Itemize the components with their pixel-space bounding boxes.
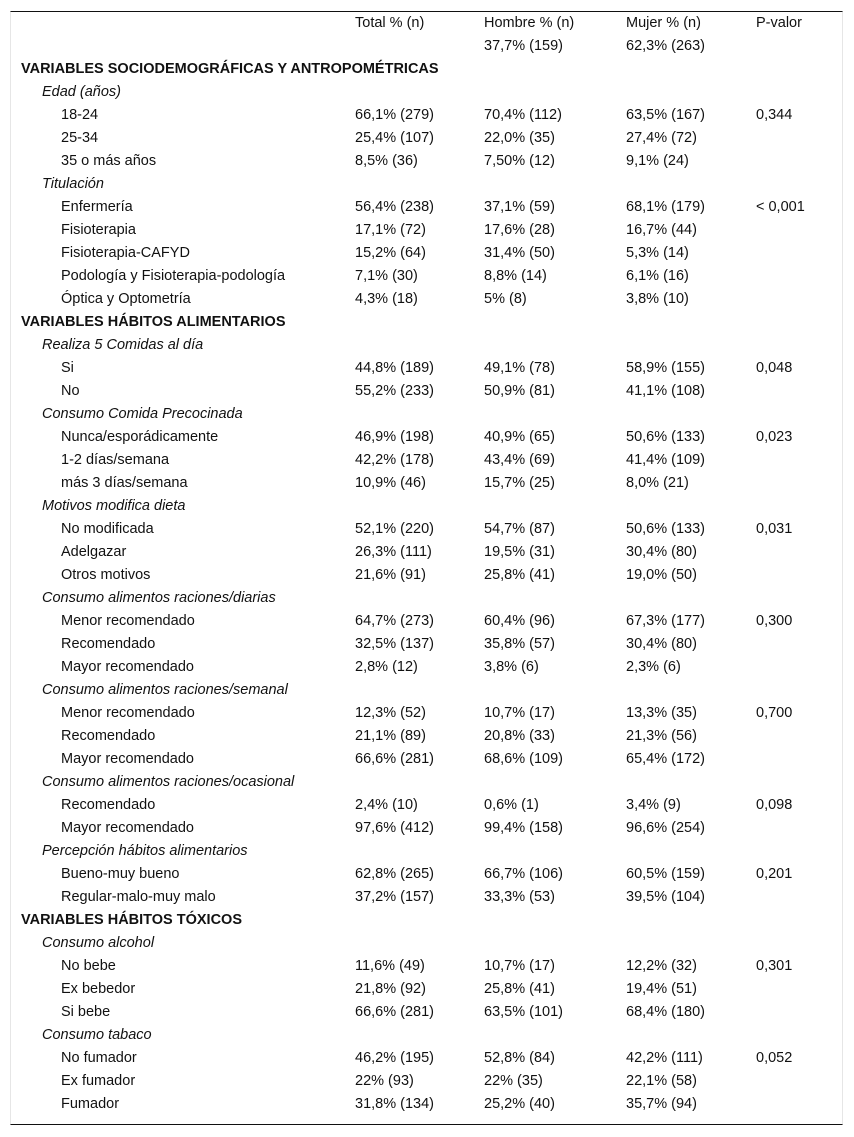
group-row [11,173,844,196]
row-label: Si bebe [61,1004,111,1020]
cell-hombre: 63,5% (101) [484,1004,563,1020]
cell-hombre: 22,0% (35) [484,130,555,146]
cell-hombre: 35,8% (57) [484,636,555,652]
cell-mujer: 16,7% (44) [626,222,697,238]
cell-mujer: 68,1% (179) [626,199,705,215]
cell-hombre: 8,8% (14) [484,268,547,284]
cell-pvalor [756,219,844,242]
row-label: Adelgazar [61,544,127,560]
row-label: Mayor recomendado [61,820,194,836]
cell-mujer: 65,4% (172) [626,751,705,767]
cell-total: 97,6% (412) [355,820,434,836]
table-row [11,242,844,265]
cell-mujer: 5,3% (14) [626,245,689,261]
cell-total: 10,9% (46) [355,475,426,491]
row-label: Enfermería [61,199,133,215]
cell-total: 21,8% (92) [355,981,426,997]
cell-mujer: 30,4% (80) [626,636,697,652]
cell-total: 7,1% (30) [355,268,418,284]
table-row [11,518,844,541]
cell-total: 22% (93) [355,1073,414,1089]
cell-mujer: 3,4% (9) [626,797,681,813]
cell-mujer: 9,1% (24) [626,153,689,169]
cell-total: 2,4% (10) [355,797,418,813]
row-label: Bueno-muy bueno [61,866,180,882]
row-label: 25-34 [61,130,99,146]
cell-mujer: 19,4% (51) [626,981,697,997]
cell-pvalor [756,978,844,1001]
cell-hombre: 50,9% (81) [484,383,555,399]
cell-mujer: 63,5% (167) [626,107,705,123]
table-row [11,863,844,886]
cell-hombre: 22% (35) [484,1073,543,1089]
cell-hombre: 66,7% (106) [484,866,563,882]
cell-pvalor [756,1001,844,1024]
cell-pvalor [756,656,844,679]
cell-total: 55,2% (233) [355,383,434,399]
cell-total: 66,6% (281) [355,1004,434,1020]
group-title: Consumo alimentos raciones/semanal [42,682,288,698]
cell-pvalor: 0,300 [756,613,793,629]
row-label: Recomendado [61,636,156,652]
cell-hombre: 20,8% (33) [484,728,555,744]
row-label: Podología y Fisioterapia-podología [61,268,286,284]
section-row [11,909,844,932]
cell-pvalor [756,380,844,403]
cell-pvalor: 0,700 [756,705,793,721]
group-title: Titulación [42,176,104,192]
cell-hombre: 40,9% (65) [484,429,555,445]
cell-mujer: 12,2% (32) [626,958,697,974]
cell-total: 62,8% (265) [355,866,434,882]
table-row [11,564,844,587]
row-label: No fumador [61,1050,137,1066]
row-label: Recomendado [61,728,156,744]
cell-pvalor: 0,201 [756,866,793,882]
table-row [11,150,844,173]
cell-total: 66,6% (281) [355,751,434,767]
row-label: Menor recomendado [61,613,195,629]
group-row [11,771,844,794]
cell-mujer: 68,4% (180) [626,1004,705,1020]
header-hombre-n: 37,7% (159) [484,38,563,54]
cell-mujer: 19,0% (50) [626,567,697,583]
cell-mujer: 22,1% (58) [626,1073,697,1089]
cell-total: 64,7% (273) [355,613,434,629]
cell-total: 44,8% (189) [355,360,434,376]
cell-mujer: 30,4% (80) [626,544,697,560]
header-mujer-n: 62,3% (263) [626,38,705,54]
group-title: Realiza 5 Comidas al día [42,337,204,353]
section-row [11,311,844,334]
group-title: Consumo Comida Precocinada [42,406,243,422]
row-label: 1-2 días/semana [61,452,170,468]
cell-hombre: 33,3% (53) [484,889,555,905]
header-label [11,12,355,35]
cell-pvalor [756,633,844,656]
group-title: Consumo alimentos raciones/diarias [42,590,276,606]
cell-mujer: 3,8% (10) [626,291,689,307]
cell-hombre: 52,8% (84) [484,1050,555,1066]
cell-hombre: 15,7% (25) [484,475,555,491]
results-table [11,12,844,1116]
group-row [11,1024,844,1047]
table-row [11,656,844,679]
table-row [11,1093,844,1116]
cell-pvalor [756,242,844,265]
row-label: No modificada [61,521,154,537]
cell-pvalor: 0,344 [756,107,793,123]
table-row [11,219,844,242]
row-label: Mayor recomendado [61,751,194,767]
results-table-container [10,11,843,1125]
group-title: Consumo alcohol [42,935,155,951]
cell-mujer: 2,3% (6) [626,659,681,675]
table-row [11,127,844,150]
row-label: Nunca/esporádicamente [61,429,219,445]
group-row [11,679,844,702]
group-title: Consumo tabaco [42,1027,152,1043]
group-row [11,495,844,518]
cell-mujer: 50,6% (133) [626,521,705,537]
cell-mujer: 60,5% (159) [626,866,705,882]
cell-pvalor [756,1093,844,1116]
cell-total: 42,2% (178) [355,452,434,468]
row-label: No [61,383,80,399]
cell-hombre: 25,2% (40) [484,1096,555,1112]
table-row [11,702,844,725]
cell-hombre: 43,4% (69) [484,452,555,468]
cell-mujer: 21,3% (56) [626,728,697,744]
group-row [11,81,844,104]
group-title: Motivos modifica dieta [42,498,186,514]
cell-pvalor: 0,031 [756,521,793,537]
cell-hombre: 99,4% (158) [484,820,563,836]
group-title: Consumo alimentos raciones/ocasional [42,774,295,790]
cell-pvalor [756,725,844,748]
header-pvalor: P-valor [756,15,802,31]
table-row [11,196,844,219]
cell-mujer: 42,2% (111) [626,1050,703,1066]
cell-hombre: 10,7% (17) [484,705,555,721]
cell-pvalor [756,288,844,311]
section-title: VARIABLES HÁBITOS ALIMENTARIOS [21,314,286,330]
cell-total: 32,5% (137) [355,636,434,652]
cell-mujer: 67,3% (177) [626,613,705,629]
table-row [11,725,844,748]
row-label: Mayor recomendado [61,659,194,675]
cell-hombre: 68,6% (109) [484,751,563,767]
cell-pvalor: 0,301 [756,958,793,974]
cell-total: 17,1% (72) [355,222,426,238]
table-row [11,357,844,380]
cell-hombre: 49,1% (78) [484,360,555,376]
cell-hombre: 17,6% (28) [484,222,555,238]
cell-pvalor [756,886,844,909]
table-row [11,426,844,449]
table-row [11,1070,844,1093]
cell-hombre: 3,8% (6) [484,659,539,675]
row-label: Óptica y Optometría [61,291,191,307]
table-row [11,449,844,472]
cell-pvalor: 0,098 [756,797,793,813]
group-row [11,403,844,426]
section-title: VARIABLES SOCIODEMOGRÁFICAS Y ANTROPOMÉTRICAS [21,61,439,77]
cell-pvalor: < 0,001 [756,199,805,215]
row-label: Otros motivos [61,567,151,583]
cell-hombre: 70,4% (112) [484,107,562,123]
section-row [11,58,844,81]
cell-hombre: 25,8% (41) [484,567,555,583]
cell-pvalor [756,127,844,150]
group-row [11,587,844,610]
cell-total: 46,9% (198) [355,429,434,445]
cell-mujer: 58,9% (155) [626,360,705,376]
cell-pvalor [756,1070,844,1093]
cell-hombre: 10,7% (17) [484,958,555,974]
cell-total: 52,1% (220) [355,521,434,537]
cell-total: 12,3% (52) [355,705,426,721]
cell-pvalor [756,541,844,564]
row-label: Menor recomendado [61,705,195,721]
cell-mujer: 8,0% (21) [626,475,689,491]
row-label: Fumador [61,1096,120,1112]
cell-total: 66,1% (279) [355,107,434,123]
cell-pvalor [756,748,844,771]
group-row [11,840,844,863]
table-row [11,541,844,564]
cell-hombre: 19,5% (31) [484,544,555,560]
cell-pvalor [756,449,844,472]
cell-hombre: 5% (8) [484,291,527,307]
row-label: 18-24 [61,107,99,123]
cell-total: 8,5% (36) [355,153,418,169]
cell-total: 26,3% (111) [355,544,432,560]
table-row [11,288,844,311]
cell-total: 21,1% (89) [355,728,426,744]
table-row [11,748,844,771]
table-row [11,978,844,1001]
cell-total: 25,4% (107) [355,130,434,146]
table-row [11,380,844,403]
cell-hombre: 37,1% (59) [484,199,555,215]
group-title: Percepción hábitos alimentarios [42,843,248,859]
row-label: Ex bebedor [61,981,136,997]
table-row [11,955,844,978]
table-body [11,58,844,1116]
cell-hombre: 0,6% (1) [484,797,539,813]
cell-mujer: 27,4% (72) [626,130,697,146]
table-row [11,1001,844,1024]
header-row [11,12,844,35]
row-label: Fisioterapia-CAFYD [61,245,190,261]
group-row [11,334,844,357]
header-hombre: Hombre % (n) [484,15,575,31]
cell-hombre: 31,4% (50) [484,245,555,261]
cell-pvalor [756,564,844,587]
cell-total: 21,6% (91) [355,567,426,583]
cell-total: 56,4% (238) [355,199,434,215]
row-label: Ex fumador [61,1073,136,1089]
cell-hombre: 60,4% (96) [484,613,555,629]
row-label: Recomendado [61,797,156,813]
cell-pvalor: 0,052 [756,1050,793,1066]
cell-total: 2,8% (12) [355,659,418,675]
header-row-sample-size [11,35,844,58]
cell-mujer: 6,1% (16) [626,268,689,284]
cell-total: 4,3% (18) [355,291,418,307]
table-row [11,610,844,633]
cell-hombre: 25,8% (41) [484,981,555,997]
table-row [11,472,844,495]
table-row [11,265,844,288]
group-title: Edad (años) [42,84,121,100]
cell-total: 37,2% (157) [355,889,434,905]
cell-pvalor [756,472,844,495]
cell-hombre: 54,7% (87) [484,521,555,537]
row-label: Si [61,360,74,376]
table-row [11,794,844,817]
table-row [11,886,844,909]
row-label: No bebe [61,958,116,974]
cell-mujer: 35,7% (94) [626,1096,697,1112]
table-row [11,104,844,127]
header-total: Total % (n) [355,15,425,31]
cell-mujer: 50,6% (133) [626,429,705,445]
cell-total: 11,6% (49) [355,958,425,974]
table-row [11,633,844,656]
cell-total: 46,2% (195) [355,1050,434,1066]
row-label: Regular-malo-muy malo [61,889,216,905]
table-row [11,1047,844,1070]
cell-hombre: 7,50% (12) [484,153,555,169]
table-row [11,817,844,840]
row-label: 35 o más años [61,153,157,169]
section-title: VARIABLES HÁBITOS TÓXICOS [21,912,243,928]
cell-mujer: 96,6% (254) [626,820,705,836]
cell-mujer: 13,3% (35) [626,705,697,721]
header-mujer: Mujer % (n) [626,15,701,31]
cell-total: 15,2% (64) [355,245,426,261]
cell-pvalor [756,150,844,173]
row-label: más 3 días/semana [61,475,188,491]
cell-mujer: 41,4% (109) [626,452,705,468]
cell-pvalor: 0,048 [756,360,793,376]
row-label: Fisioterapia [61,222,136,238]
cell-pvalor: 0,023 [756,429,793,445]
cell-total: 31,8% (134) [355,1096,434,1112]
group-row [11,932,844,955]
cell-mujer: 39,5% (104) [626,889,705,905]
cell-mujer: 41,1% (108) [626,383,705,399]
cell-pvalor [756,265,844,288]
cell-pvalor [756,817,844,840]
